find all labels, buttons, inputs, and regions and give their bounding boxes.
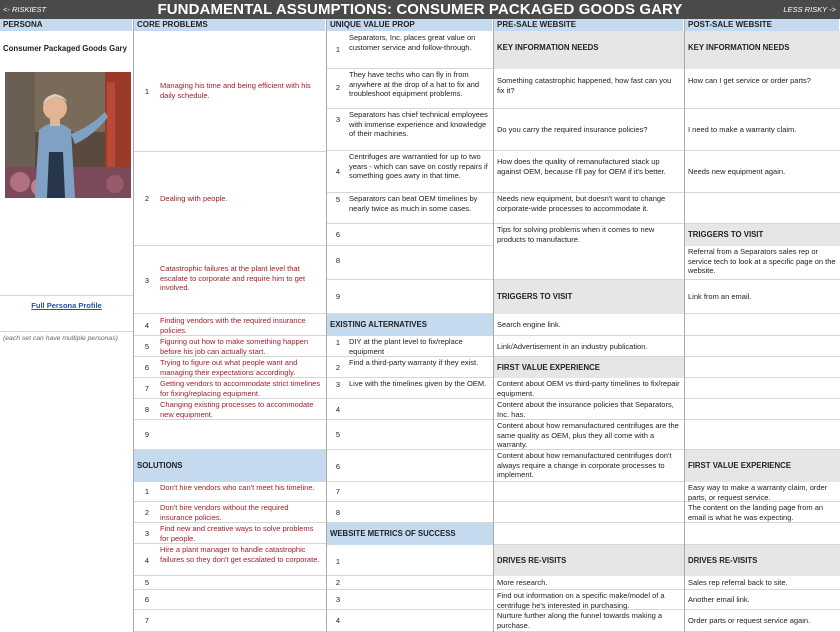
presale-column [494,19,684,632]
uvp-text: Separators, Inc. places great value on customer service and follow-through. [349,33,476,52]
problem-row [134,31,326,152]
persona-note: (each set can have multiple personas) [3,335,118,342]
problem-text: Figuring out how to make something happen before his job can actually start. [160,337,309,356]
solution-row [134,590,326,610]
uvp-number: 2 [335,83,341,92]
postsale-empty [685,357,840,378]
presale-key-need [494,69,684,109]
solution-row [134,482,326,502]
presale-drive-text: Nurture further along the funnel towards making a purchase. [497,611,663,630]
metric-row [327,610,493,632]
alternative-text: Find a third-party warranty if they exist. [349,358,479,367]
metric-row [327,545,493,576]
presale-fve [494,420,684,450]
solution-number: 2 [144,508,150,517]
postsale-column [685,19,840,632]
postsale-fve-text: The content on the landing page from an email is what he was expecting. [688,503,824,522]
problem-row [134,246,326,314]
problem-text: Trying to figure out what people want and managing their expectations accordingly. [160,358,298,377]
metric-number: 4 [335,616,341,625]
solution-number: 4 [144,556,150,565]
presale-key-need-text: Needs new equipment, but doesn't want to change corporate-wide processes to accommodate it. [497,194,666,213]
postsale-drive-text: Order parts or request service again. [688,616,811,625]
presale-drive-text: Find out information on a specific make/model of a centrifuge he's interested in purchasing. [497,591,665,610]
alternative-number: 5 [335,430,341,439]
postsale-key-need [685,69,840,109]
postsale-fve [685,482,840,502]
postsale-fve-header [685,450,840,482]
uvp-row [327,69,493,109]
postsale-drive [685,590,840,610]
postsale-empty [685,523,840,545]
uvp-text: Separators can beat OEM timelines by nearly twice as much in some cases. [349,194,478,213]
problem-row [134,336,326,357]
problem-row [134,152,326,246]
problem-number: 2 [144,194,150,203]
problem-number: 1 [144,87,150,96]
uvp-row [327,224,493,246]
postsale-drives-label: DRIVES RE-VISITS [688,556,758,565]
postsale-drive-text: Sales rep referral back to site. [688,578,788,587]
less-risky-label: LESS RISKY -> [783,5,836,14]
uvp-number: 4 [335,167,341,176]
presale-drive [494,576,684,590]
uvp-number: 8 [335,256,341,265]
presale-fve-text: Content about the insurance policies that Separators, Inc. has. [497,400,674,419]
uvp-number: 3 [335,115,341,124]
presale-drive-text: More research. [497,578,548,587]
alternative-number: 4 [335,405,341,414]
uvp-number: 1 [335,45,341,54]
presale-trigger-text: Link/Advertisement in an industry publication. [497,342,648,351]
uvp-text: They have techs who can fly in from anywhere at the drop of a hat to fix and troubleshoot equipment problems. [349,70,480,98]
uvp-text: Centrifuges are warrantied for up to two years - which can save on costly repairs if something goes awry in that time. [349,152,488,180]
postsale-triggers-header [685,224,840,246]
solution-text: Don't hire vendors without the required insurance policies. [160,503,289,522]
problem-text: Finding vendors with the required insurance policies. [160,316,306,335]
metric-row [327,590,493,610]
postsale-key-need [685,151,840,193]
presale-key-needs-header [494,31,684,69]
presale-drive [494,590,684,610]
problem-text: Catastrophic failures at the plant level that escalate to corporate and require him to get involved. [160,264,306,292]
postsale-key-needs-label: KEY INFORMATION NEEDS [688,43,790,52]
metric-number: 3 [335,595,341,604]
metric-number: 2 [335,578,341,587]
problem-number: 9 [144,430,150,439]
solution-number: 1 [144,487,150,496]
postsale-trigger-text: Referral from a Separators sales rep or service tech to look at a specific page on the website. [688,247,836,275]
presale-trigger [494,314,684,336]
presale-key-need-text: Do you carry the required insurance policies? [497,125,648,134]
alternative-number: 3 [335,380,341,389]
alternative-text: Live with the timelines given by the OEM. [349,379,487,388]
metric-number: 1 [335,557,341,566]
postsale-trigger [685,246,840,280]
alternative-row [327,378,493,399]
problem-number: 3 [144,276,150,285]
uvp-row [327,109,493,151]
problem-number: 8 [144,405,150,414]
solution-row [134,523,326,544]
alternative-row [327,450,493,482]
postsale-fve-text: Easy way to make a warranty claim, order parts, or request service. [688,483,828,502]
solution-row [134,502,326,523]
solution-text: Find new and creative ways to solve problems for people. [160,524,314,543]
uvp-row [327,280,493,314]
presale-triggers-label: TRIGGERS TO VISIT [497,292,573,301]
uvp-number: 9 [335,292,341,301]
solutions-header [134,450,326,482]
presale-empty [494,523,684,545]
uvp-text: Separators has chief technical employees with immense experience and knowledge of their machines. [349,110,488,138]
postsale-triggers-label: TRIGGERS TO VISIT [688,230,764,239]
presale-fve-header [494,357,684,378]
problem-row [134,378,326,399]
presale-empty [494,482,684,502]
problem-text: Dealing with people. [160,194,228,203]
postsale-empty [685,336,840,357]
full-persona-profile-link[interactable]: Full Persona Profile [31,301,102,310]
alternative-row [327,502,493,523]
problem-text: Changing existing processes to accommodate new equipment. [160,400,314,419]
alternative-number: 6 [335,462,341,471]
existing-alternatives-label: EXISTING ALTERNATIVES [330,320,427,329]
postsale-header: POST-SALE WEBSITE [685,19,840,31]
postsale-empty [685,378,840,399]
presale-key-need-text: How does the quality of remanufactured stack up against OEM, because I'll pay for OEM if it's better. [497,157,666,176]
uvp-header: UNIQUE VALUE PROP [327,19,493,31]
postsale-drive [685,610,840,632]
alternative-number: 8 [335,508,341,517]
presale-fve-text: Content about how remanufactured centrifuges don't always require a change in corporate processes to implement. [497,451,672,479]
problem-text: Managing his time and being efficient with his daily schedule. [160,81,311,100]
problem-number: 4 [144,321,150,330]
presale-header: PRE-SALE WEBSITE [494,19,684,31]
alternative-number: 1 [335,338,341,347]
solution-number: 6 [144,595,150,604]
uvp-number: 6 [335,230,341,239]
solution-row [134,544,326,576]
metric-row [327,576,493,590]
presale-fve [494,399,684,420]
solution-number: 5 [144,578,150,587]
postsale-empty [685,193,840,224]
website-metrics-label: WEBSITE METRICS OF SUCCESS [330,529,456,538]
presale-fve [494,450,684,482]
presale-key-need-text: Tips for solving problems when it comes to new products to manufacture. [497,225,655,244]
postsale-empty [685,420,840,450]
alternative-number: 2 [335,363,341,372]
solution-text: Hire a plant manager to handle catastrophic failures so they don't get escalated to corporate. [160,545,320,564]
alternative-row [327,399,493,420]
postsale-key-need-text: How can I get service or order parts? [688,76,811,85]
riskiest-label: <- RISKIEST [3,5,47,14]
presale-triggers-header [494,280,684,314]
postsale-key-needs-header [685,31,840,69]
postsale-drives-header [685,545,840,576]
uvp-column [327,19,493,632]
uvp-row [327,151,493,193]
core-problems-column [134,19,326,632]
persona-header: PERSONA [0,19,133,31]
problem-number: 7 [144,384,150,393]
problem-text: Getting vendors to accommodate strict timelines for fixing/replacing equipment. [160,379,321,398]
alternative-row [327,420,493,450]
postsale-fve-label: FIRST VALUE EXPERIENCE [688,461,791,470]
presale-key-need-text: Something catastrophic happened, how fast can you fix it? [497,76,672,95]
presale-fve [494,378,684,399]
persona-photo-image [5,72,131,198]
problem-number: 6 [144,363,150,372]
presale-key-need [494,151,684,193]
uvp-number: 5 [335,195,341,204]
persona-photo [5,72,131,198]
problem-row [134,399,326,420]
persona-column [0,19,133,632]
presale-drives-header [494,545,684,576]
persona-name: Consumer Packaged Goods Gary [3,44,127,53]
alternative-row [327,482,493,502]
top-bar [0,0,840,19]
presale-fve-text: Content about how remanufactured centrifuges are the same quality as OEM, plus they all come with a warranty. [497,421,679,449]
problem-row [134,357,326,378]
website-metrics-header [327,523,493,545]
presale-key-need [494,193,684,224]
presale-fve-text: Content about OEM vs third-party timelines to fix/repair equipment. [497,379,680,398]
core-problems-header: CORE PROBLEMS [134,19,326,31]
problem-row [134,314,326,336]
postsale-empty [685,314,840,336]
presale-key-need [494,109,684,151]
solution-number: 7 [144,616,150,625]
uvp-row [327,246,493,280]
existing-alternatives-header [327,314,493,336]
solution-row [134,610,326,632]
uvp-row [327,193,493,224]
presale-trigger-text: Search engine link. [497,320,561,329]
presale-drives-label: DRIVES RE-VISITS [497,556,567,565]
alternative-number: 7 [335,487,341,496]
problem-number: 5 [144,342,150,351]
alternative-text: DIY at the plant level to fix/replace equipment [349,337,463,356]
presale-key-need [494,224,684,280]
presale-empty [494,502,684,523]
page-title: FUNDAMENTAL ASSUMPTIONS: CONSUMER PACKAGED GOODS GARY [157,1,683,18]
postsale-trigger-text: Link from an email. [688,292,752,301]
problem-row [134,420,326,450]
solution-text: Don't hire vendors who can't meet his timeline. [160,483,315,492]
alternative-row [327,357,493,378]
solution-row [134,576,326,590]
presale-trigger [494,336,684,357]
uvp-row [327,31,493,69]
presale-drive [494,610,684,632]
presale-key-needs-label: KEY INFORMATION NEEDS [497,43,599,52]
alternative-row [327,336,493,357]
postsale-trigger [685,280,840,314]
solutions-header-label: SOLUTIONS [137,461,183,470]
postsale-key-need [685,109,840,151]
postsale-drive [685,576,840,590]
presale-fve-label: FIRST VALUE EXPERIENCE [497,363,600,372]
postsale-empty [685,399,840,420]
solution-number: 3 [144,529,150,538]
postsale-key-need-text: I need to make a warranty claim. [688,125,797,134]
postsale-drive-text: Another email link. [688,595,750,604]
postsale-key-need-text: Needs new equipment again. [688,167,786,176]
postsale-fve [685,502,840,523]
